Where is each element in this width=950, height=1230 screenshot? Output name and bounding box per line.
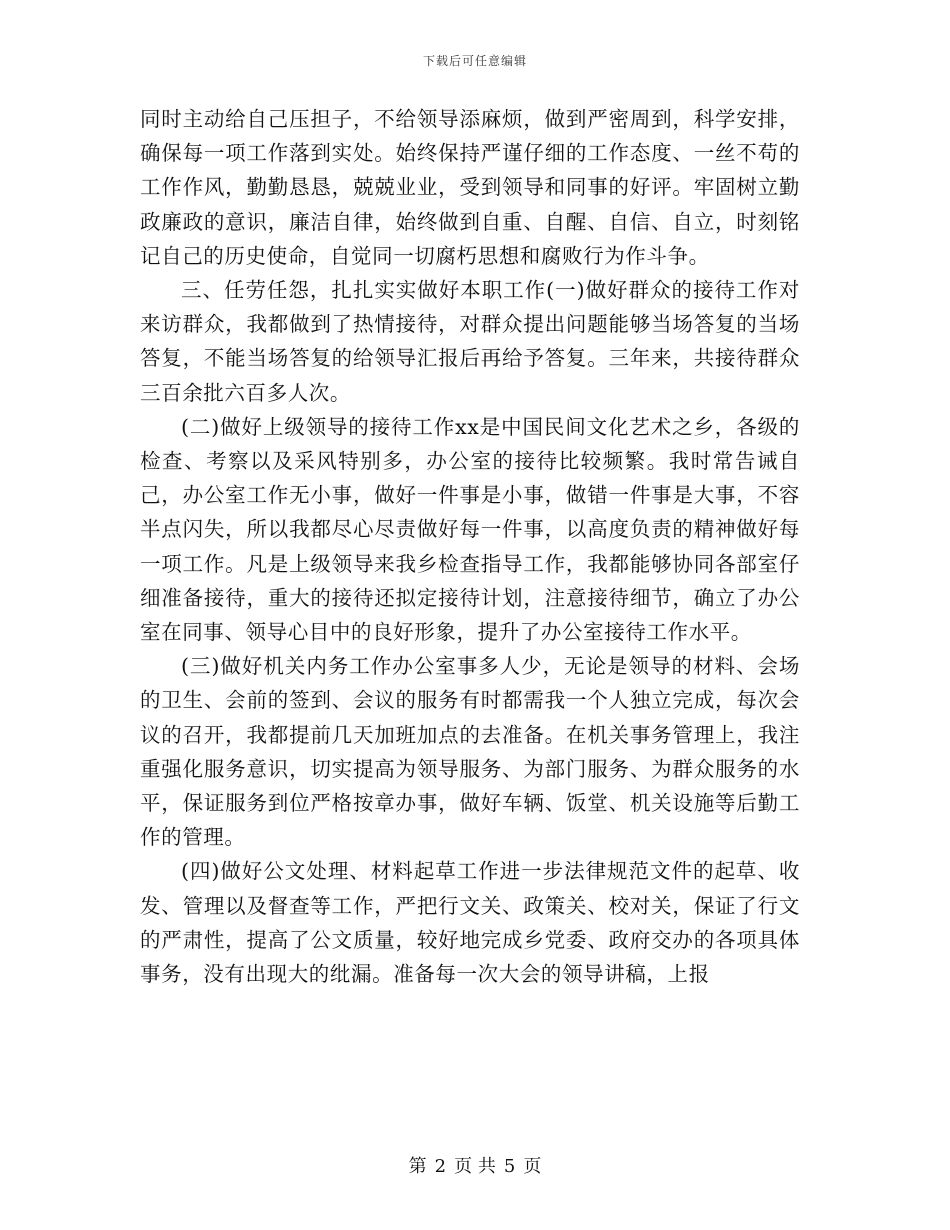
document-body [140, 102, 800, 991]
paragraph-2: 三、任劳任怨，扎扎实实做好本职工作(一)做好群众的接待工作对来访群众，我都做到了热情接待，对群众提出问题能够当场答复的当场答复，不能当场答复的给领导汇报后再给予答复。三年来，共接待群众三百余批六百多人次。 [140, 278, 800, 405]
page-footer [0, 1152, 950, 1178]
paragraph-1: 同时主动给自己压担子，不给领导添麻烦，做到严密周到，科学安排，确保每一项工作落到实处。始终保持严谨仔细的工作态度、一丝不苟的工作作风，勤勤恳恳，兢兢业业，受到领导和同事的好评。牢固树立勤政廉政的意识，廉洁自律，始终做到自重、自醒、自信、自立，时刻铭记自己的历史使命，自觉同一切腐朽思想和腐败行为作斗争。 [140, 107, 800, 268]
footer-prefix: 第 [408, 1156, 427, 1177]
footer-page-number: 2 [434, 1156, 447, 1177]
paragraph-3: (二)做好上级领导的接待工作xx是中国民间文化艺术之乡，各级的检查、考察以及采风特别多，办公室的接待比较频繁。我时常告诫自己，办公室工作无小事，做好一件事是小事，做错一件事是大事，不容半点闪失，所以我都尽心尽责做好每一件事，以高度负责的精神做好每一项工作。凡是上级领导来我乡检查指导工作，我都能够协同各部室仔细准备接待，重大的接待还拟定接待计划，注意接待细节，确立了办公室在同事、领导心目中的良好形象，提升了办公室接待工作水平。 [140, 414, 800, 645]
paragraph-4: (三)做好机关内务工作办公室事多人少，无论是领导的材料、会场的卫生、会前的签到、会议的服务有时都需我一个人独立完成，每次会议的召开，我都提前几天加班加点的去准备。在机关事务管理上，我注重强化服务意识，切实提高为领导服务、为部门服务、为群众服务的水平，保证服务到位严格按章办事，做好车辆、饭堂、机关设施等后勤工作的管理。 [140, 654, 800, 850]
footer-suffix: 页 [523, 1156, 542, 1177]
page-header: 下载后可任意编辑 [422, 54, 527, 68]
footer-middle: 页 共 [454, 1156, 496, 1177]
footer-total-pages: 5 [503, 1156, 516, 1177]
paragraph-5: (四)做好公文处理、材料起草工作进一步法律规范文件的起草、收发、管理以及督查等工作，严把行文关、政策关、校对关，保证了行文的严肃性，提高了公文质量，较好地完成乡党委、政府交办的各项具体事务，没有出现大的纰漏。准备每一次大会的领导讲稿，上报 [140, 859, 800, 987]
